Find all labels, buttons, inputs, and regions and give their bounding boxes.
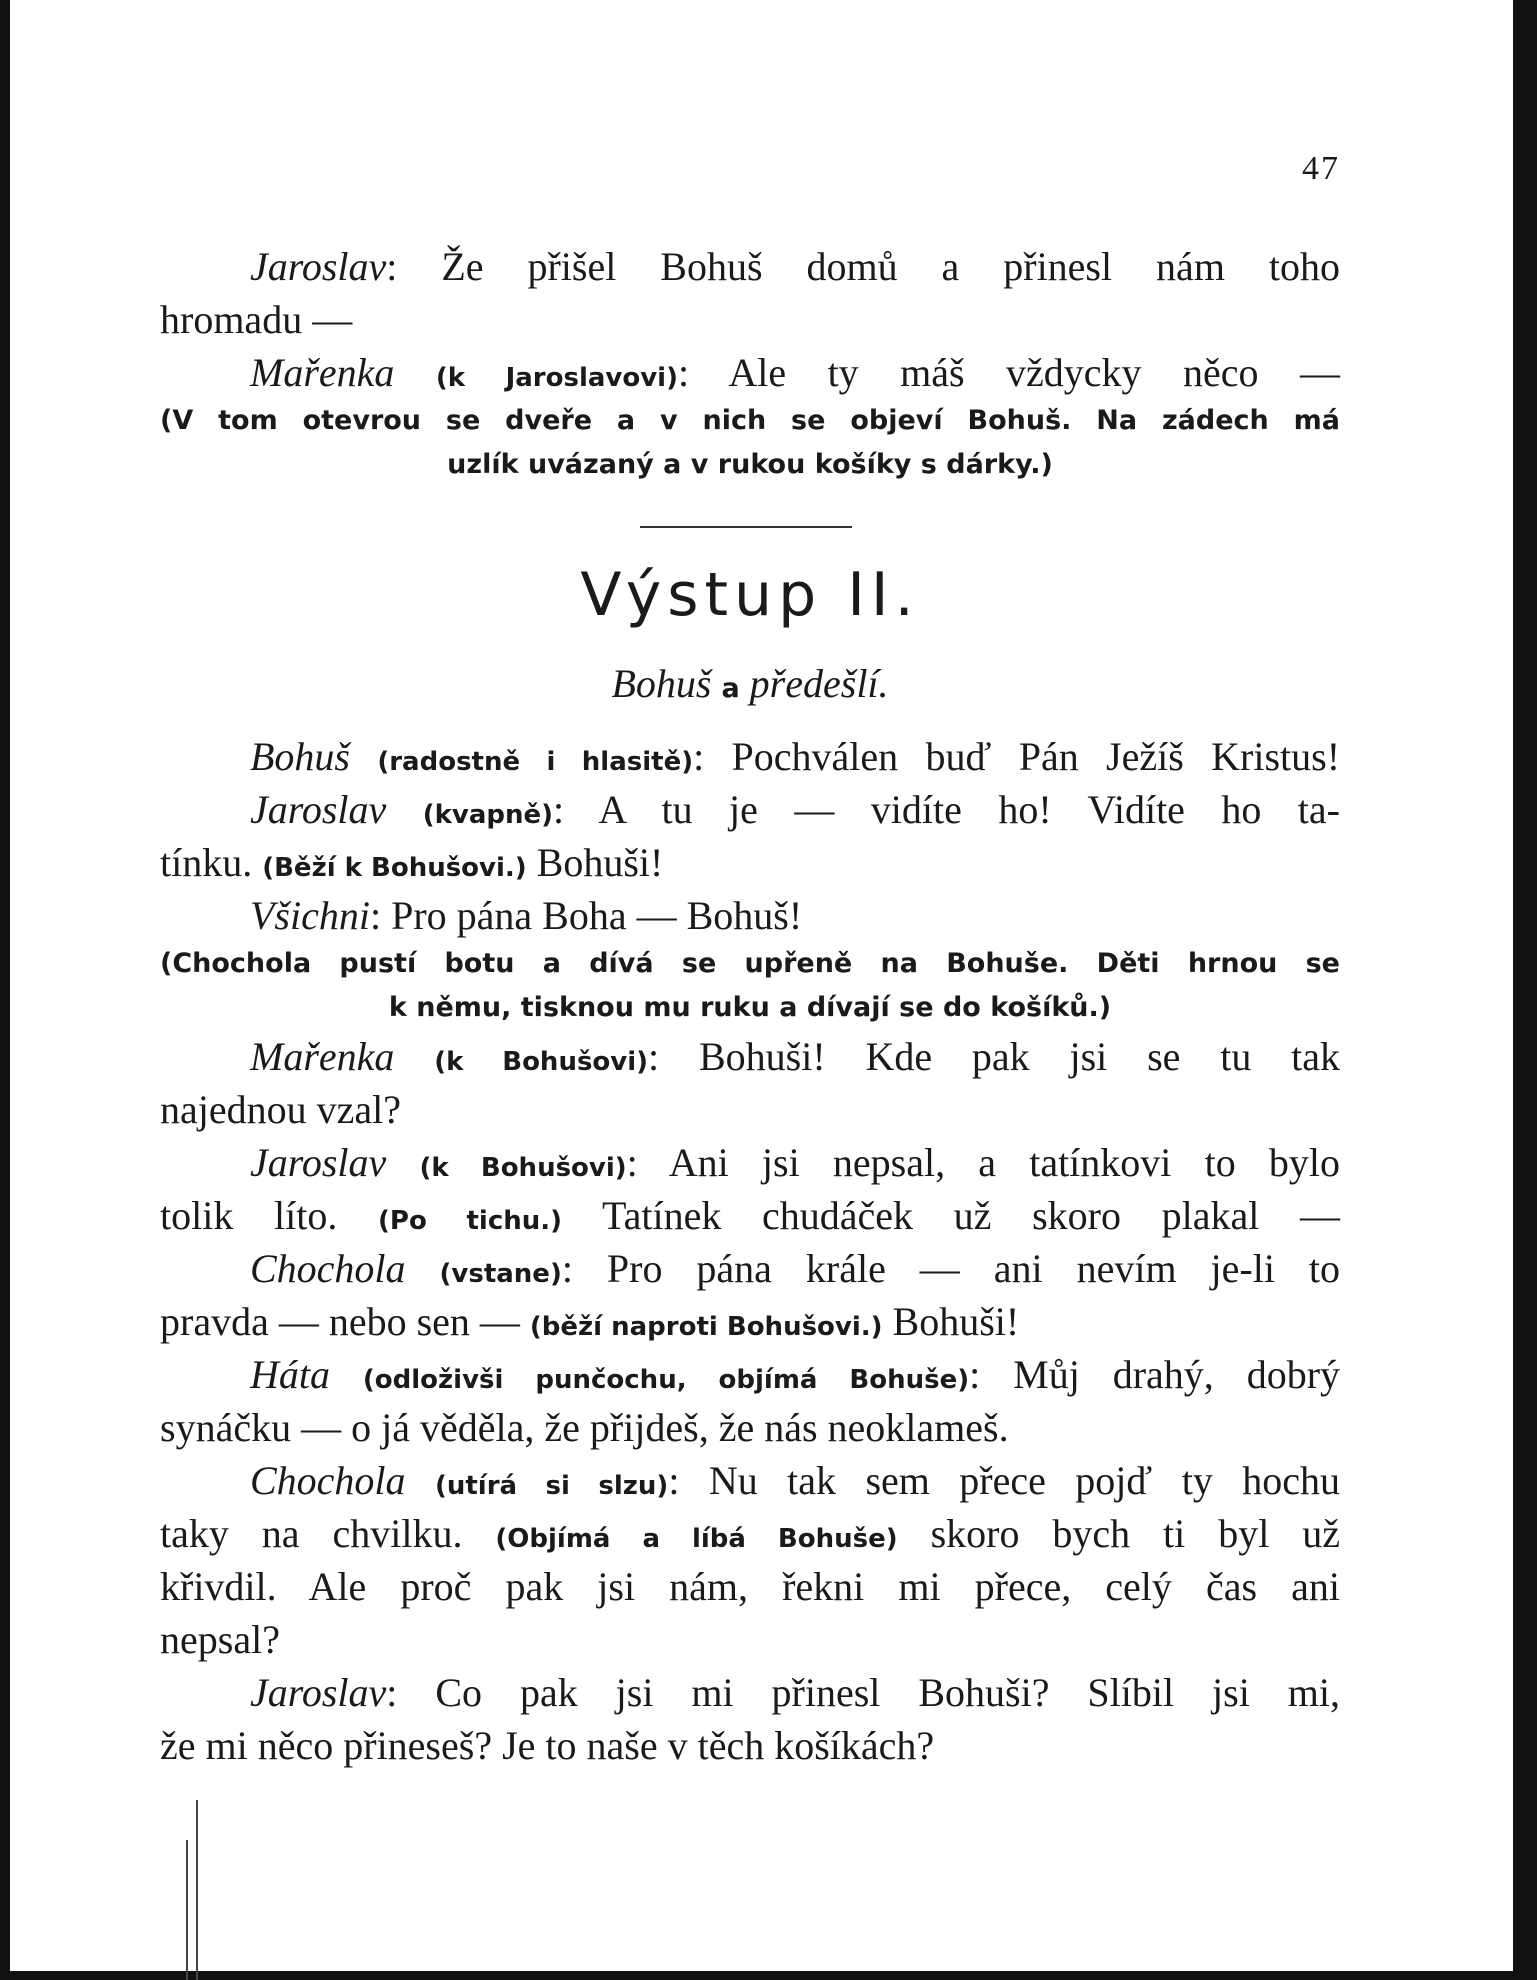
scan-border-right (1513, 0, 1537, 1980)
dialogue-line (160, 1719, 1340, 1772)
speech-text: hromadu — (160, 297, 353, 342)
speech-text: že mi něco přineseš? Je to naše v těch košíkách? (160, 1723, 935, 1768)
scene-title: Výstup II. (580, 560, 920, 630)
speaker-name: Jaroslav (250, 1670, 387, 1715)
scene-subtitle (160, 660, 1340, 707)
dialogue-line (160, 1030, 1340, 1083)
scene-dialogue (160, 730, 1340, 1772)
speech-text: nepsal? (160, 1617, 280, 1662)
speech-text: synáčku — o já věděla, že přijdeš, že nás neoklameš. (160, 1405, 1009, 1450)
speaker-name: Mařenka (250, 350, 395, 395)
stage-direction: (vstane) (439, 1259, 562, 1289)
dialogue-line (160, 1401, 1340, 1454)
speech-text: : Pro pána krále — ani nevím je-li to (561, 1246, 1340, 1291)
speech-text: Bohuši! (892, 1299, 1020, 1344)
stage-direction: (k Bohušovi) (419, 1153, 627, 1183)
section-rule (640, 526, 852, 528)
speech-text: křivdil. Ale proč pak jsi nám, řekni mi přece, celý čas ani (160, 1564, 1340, 1609)
scan-artifact-line (186, 1840, 188, 1980)
scan-artifact-line (196, 1800, 198, 1980)
speech-text: : Můj drahý, dobrý (969, 1352, 1341, 1397)
top-dialogue (160, 240, 1340, 487)
speech-text: taky na chvilku. (160, 1511, 463, 1556)
speech-text: pravda — nebo sen — (160, 1299, 520, 1344)
dialogue-line (160, 836, 1340, 889)
speaker-name: Všichni (250, 893, 370, 938)
dialogue-line (160, 1083, 1340, 1136)
stage-direction: (utírá si slzu) (434, 1471, 669, 1501)
speaker-name: Chochola (250, 1246, 406, 1291)
speaker-name: Háta (250, 1352, 330, 1397)
speech-text: skoro bych ti byl už (930, 1511, 1341, 1556)
dialogue-line (160, 783, 1340, 836)
dialogue-line (160, 1454, 1340, 1507)
stage-direction: (radostně i hlasitě) (377, 747, 694, 777)
dialogue-line (160, 1613, 1340, 1666)
speaker-name: Bohuš (250, 734, 350, 779)
dialogue-line (160, 1136, 1340, 1189)
stage-direction: (k Bohušovi) (434, 1047, 649, 1077)
dialogue-line (160, 730, 1340, 783)
speech-text: najednou vzal? (160, 1087, 401, 1132)
dialogue-line (160, 1666, 1340, 1719)
dialogue-line (160, 1348, 1340, 1401)
stage-direction: (odloživši punčochu, objímá Bohuše) (362, 1365, 970, 1395)
stage-direction-line: (Chochola pustí botu a dívá se upřeně na Bohuše. Děti hrnou se (160, 948, 1340, 979)
stage-direction: (běží naproti Bohušovi.) (529, 1312, 883, 1342)
stage-direction-line: (V tom otevrou se dveře a v nich se objeví Bohuš. Na zádech má (160, 405, 1340, 436)
stage-direction-line: uzlík uvázaný a v rukou košíky s dárky.) (447, 449, 1053, 480)
speaker-name: Jaroslav (250, 244, 387, 289)
subtitle-name: Bohuš (611, 661, 712, 706)
speech-text: : Pro pána Boha — Bohuš! (369, 893, 803, 938)
scan-border-bottom (0, 1971, 1537, 1980)
speech-text: : Nu tak sem přece pojď ty hochu (668, 1458, 1340, 1503)
speech-text: Bohuši! (536, 840, 664, 885)
speech-text: tolik líto. (160, 1193, 338, 1238)
page-number: 47 (1302, 150, 1340, 187)
speech-text: Tatínek chudáček už skoro plakal — (601, 1193, 1341, 1238)
speech-text: : Pochválen buď Pán Ježíš Kristus! (693, 734, 1341, 779)
speech-text: : Ale ty máš vždycky něco — (677, 350, 1340, 395)
speech-text: : Že přišel Bohuš domů a přinesl nám toho (386, 244, 1340, 289)
stage-direction-line: k němu, tisknou mu ruku a dívají se do košíků.) (388, 992, 1112, 1023)
speaker-name: Jaroslav (250, 1140, 387, 1185)
stage-direction: (k Jaroslavovi) (435, 363, 678, 393)
speech-text: : Co pak jsi mi přinesl Bohuši? Slíbil jsi mi, (386, 1670, 1340, 1715)
dialogue-line (160, 1507, 1340, 1560)
subtitle-rest: předešlí. (749, 661, 889, 706)
scan-border-left (0, 0, 10, 1980)
speech-text: : Ani jsi nepsal, a tatínkovi to bylo (626, 1140, 1340, 1185)
dialogue-line (160, 293, 1340, 346)
dialogue-line (160, 1242, 1340, 1295)
speech-text: : Bohuši! Kde pak jsi se tu tak (648, 1034, 1341, 1079)
stage-direction: (Objímá a líbá Bohuše) (495, 1524, 898, 1554)
speech-text: : A tu je — vidíte ho! Vidíte ho ta- (553, 787, 1340, 832)
stage-direction: (Po tichu.) (378, 1206, 563, 1236)
speech-text: tínku. (160, 840, 253, 885)
dialogue-line (160, 1189, 1340, 1242)
dialogue-line (160, 240, 1340, 293)
dialogue-line (160, 1560, 1340, 1613)
subtitle-conjunction: a (721, 673, 740, 704)
speaker-name: Chochola (250, 1458, 406, 1503)
dialogue-line (160, 1295, 1340, 1348)
dialogue-line (160, 346, 1340, 399)
stage-direction: (Běží k Bohušovi.) (262, 853, 527, 883)
stage-direction: (kvapně) (422, 800, 554, 830)
speaker-name: Jaroslav (250, 787, 387, 832)
speaker-name: Mařenka (250, 1034, 395, 1079)
dialogue-line (160, 889, 1340, 942)
